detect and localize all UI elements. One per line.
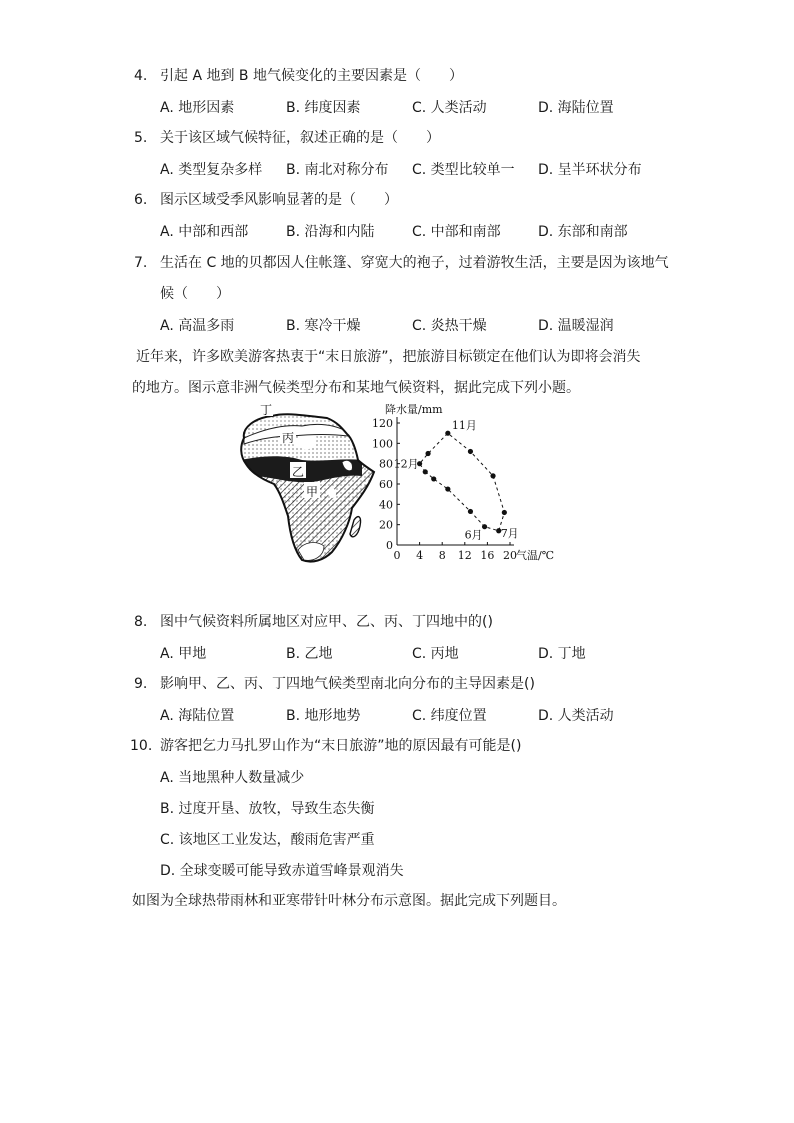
option-c: C. 该地区工业发达，酸雨危害严重	[160, 832, 375, 848]
y-tick-label: 80	[379, 457, 393, 471]
data-point	[502, 510, 507, 515]
option-c: C. 丙地	[412, 646, 459, 662]
question-stem: 影响甲、乙、丙、丁四地气候类型南北向分布的主导因素是()	[160, 676, 535, 692]
question-stem: 引起 A 地到 B 地气候变化的主要因素是（ ）	[160, 68, 463, 84]
question-number: 10.	[130, 738, 153, 754]
question-stem-continued: 候（ ）	[160, 286, 230, 302]
figure-africa-climate	[232, 400, 572, 575]
option-a: A. 地形因素	[160, 100, 235, 116]
question-number: 9.	[134, 676, 148, 692]
x-tick-label: 12	[457, 549, 472, 562]
point-label: 6月	[464, 528, 483, 542]
africa-map	[232, 400, 382, 575]
option-c: C. 中部和南部	[412, 224, 501, 240]
option-a: A. 高温多雨	[160, 318, 235, 334]
question-number: 8.	[134, 614, 148, 630]
x-tick-label: 16	[480, 549, 495, 562]
option-b: B. 寒冷干燥	[286, 318, 361, 334]
option-b: B. 地形地势	[286, 708, 361, 724]
closing-paragraph: 如图为全球热带雨林和亚寒带针叶林分布示意图。据此完成下列题目。	[132, 893, 566, 909]
question-number: 5.	[134, 130, 148, 146]
question-stem: 生活在 C 地的贝都因人住帐篷、穿宽大的袍子，过着游牧生活，主要是因为该地气	[160, 255, 669, 271]
data-point	[445, 486, 450, 491]
option-a: A. 甲地	[160, 646, 207, 662]
y-tick-label: 40	[379, 498, 393, 512]
option-d: D. 全球变暖可能导致赤道雪峰景观消失	[160, 863, 404, 879]
x-tick-label: 20	[503, 549, 517, 562]
point-label: 7月	[500, 526, 519, 540]
data-point	[468, 449, 473, 454]
question-stem: 图示区域受季风影响显著的是（ ）	[160, 192, 398, 208]
series-dashed-line	[420, 433, 505, 531]
y-tick-label: 20	[379, 518, 393, 532]
intro-paragraph-line-1: 近年来，许多欧美游客热衷于“末日旅游”，把旅游目标锁定在他们认为即将会消失	[136, 349, 641, 365]
question-number: 4.	[134, 68, 148, 84]
map-label-bing: 丙	[282, 431, 295, 445]
data-point	[468, 509, 473, 514]
x-axis-label: 气温/℃	[516, 549, 555, 562]
question-stem: 关于该区域气候特征，叙述正确的是（ ）	[160, 130, 440, 146]
option-b: B. 南北对称分布	[286, 162, 389, 178]
data-point	[482, 524, 487, 529]
question-stem: 游客把乞力马扎罗山作为“末日旅游”地的原因最有可能是()	[160, 738, 522, 754]
climate-chart	[372, 402, 554, 562]
option-c: C. 类型比较单一	[412, 162, 515, 178]
data-point	[490, 473, 495, 478]
option-a: A. 当地黑种人数量减少	[160, 770, 305, 786]
option-a: A. 中部和西部	[160, 224, 249, 240]
option-b: B. 纬度因素	[286, 100, 361, 116]
question-stem: 图中气候资料所属地区对应甲、乙、丙、丁四地中的()	[160, 614, 493, 630]
option-c: C. 人类活动	[412, 100, 487, 116]
option-d: D. 海陆位置	[538, 100, 614, 116]
x-tick-label: 0	[393, 549, 401, 562]
y-tick-label: 60	[379, 478, 393, 491]
x-tick-label: 4	[416, 549, 424, 562]
option-b: B. 过度开垦、放牧，导致生态失衡	[160, 801, 375, 817]
option-c: C. 纬度位置	[412, 708, 487, 724]
option-c: C. 炎热干燥	[412, 318, 487, 334]
question-number: 7.	[134, 255, 148, 271]
madagascar-shape	[350, 517, 361, 537]
y-tick-label: 0	[386, 539, 393, 552]
intro-paragraph-line-2: 的地方。图示意非洲气候类型分布和某地气候资料，据此完成下列小题。	[132, 380, 580, 396]
map-label-jia: 甲	[306, 485, 319, 499]
question-number: 6.	[134, 192, 148, 208]
option-d: D. 丁地	[538, 646, 586, 662]
map-label-ding: 丁	[260, 403, 273, 417]
option-d: D. 人类活动	[538, 708, 614, 724]
option-a: A. 类型复杂多样	[160, 162, 263, 178]
y-axis-label: 降水量/mm	[385, 403, 443, 416]
data-point	[423, 469, 428, 474]
data-point	[445, 431, 450, 436]
point-label: 12月	[393, 457, 419, 471]
option-b: B. 乙地	[286, 646, 333, 662]
map-label-yi: 乙	[292, 465, 305, 479]
figure-svg	[232, 400, 572, 575]
option-d: D. 东部和南部	[538, 224, 628, 240]
y-tick-label: 120	[372, 417, 393, 430]
data-point	[431, 476, 436, 481]
data-point	[425, 451, 430, 456]
option-b: B. 沿海和内陆	[286, 224, 375, 240]
y-tick-label: 100	[372, 437, 393, 451]
option-a: A. 海陆位置	[160, 708, 235, 724]
option-d: D. 呈半环状分布	[538, 162, 642, 178]
point-label: 11月	[451, 419, 477, 433]
x-tick-label: 8	[438, 549, 446, 562]
option-d: D. 温暖湿润	[538, 318, 614, 334]
